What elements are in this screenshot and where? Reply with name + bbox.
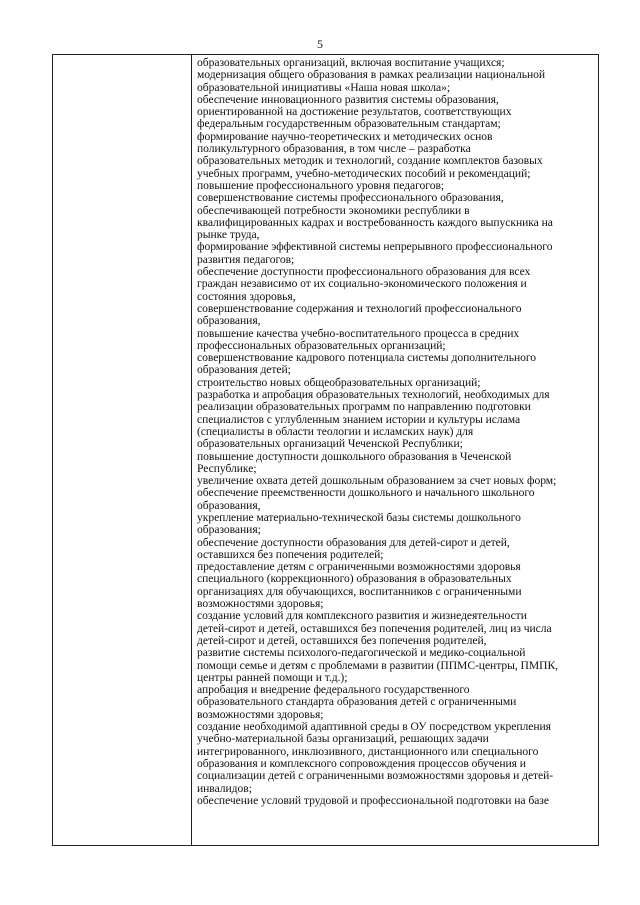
text-line: профессиональных образовательных организаций; — [197, 338, 446, 352]
text-line: специалистов с углубленным знанием истории и культуры ислама — [197, 412, 521, 426]
text-line: (специалисты в области теологии и исламских наук) для — [197, 424, 474, 438]
text-line: разработка и апробация образовательных технологий, необходимых для — [197, 388, 550, 402]
text-line: образовательных организаций, включая воспитание учащихся; — [197, 56, 505, 69]
text-line: ориентированной на достижение результатов, соответствующих — [197, 105, 512, 119]
text-line: организациях для обучающихся, воспитанников с ограниченными — [197, 584, 522, 598]
text-line: образования и комплексного сопровождения процессов обучения и — [197, 756, 526, 770]
text-line: создание необходимой адаптивной среды в ОУ посредством укрепления — [197, 720, 551, 734]
text-line: оставшихся без попечения родителей; — [197, 547, 384, 561]
text-line: строительство новых общеобразовательных организаций; — [197, 375, 481, 389]
text-line: повышение доступности дошкольного образования в Чеченской — [197, 449, 512, 463]
text-line: образования; — [197, 523, 261, 537]
text-line: федеральным государственным образовательным стандартам; — [197, 117, 501, 131]
text-line: Республике; — [197, 461, 257, 475]
text-line: формирование научно-теоретических и методических основ — [197, 129, 493, 143]
text-line: помощи семье и детям с проблемами в развитии (ППМС-центры, ПМПК, — [197, 658, 558, 672]
text-line: увеличение охвата детей дошкольным образованием за счет новых форм; — [197, 474, 557, 488]
text-line: детей-сирот и детей, оставшихся без попечения родителей, лиц из числа — [197, 621, 552, 635]
text-line: развитие системы психолого-педагогической и медико-социальной — [197, 646, 526, 660]
text-line: детей-сирот и детей, оставшихся без попечения родителей, — [197, 633, 487, 647]
text-line: обеспечение доступности профессионального образования для всех — [197, 265, 531, 279]
text-line: формирование эффективной системы непрерывного профессионального — [197, 240, 553, 254]
text-line: рынке труда, — [197, 228, 260, 242]
text-line: создание условий для комплексного развития и жизнедеятельности — [197, 609, 527, 623]
text-line: модернизация общего образования в рамках реализации национальной — [197, 68, 545, 82]
text-line: реализации образовательных программ по направлению подготовки — [197, 400, 531, 414]
text-line: образования детей; — [197, 363, 291, 377]
text-line: образовательного стандарта образования детей с ограниченными — [197, 695, 517, 709]
text-line: возможностями здоровья; — [197, 597, 324, 611]
text-line: учебно-материальной базы организаций, решающих задачи — [197, 732, 489, 746]
text-line: совершенствование системы профессионального образования, — [197, 191, 504, 205]
text-line: повышение качества учебно-воспитательного процесса в средних — [197, 326, 520, 340]
text-line: совершенствование кадрового потенциала системы дополнительного — [197, 351, 537, 365]
text-line: состояния здоровья, — [197, 289, 296, 303]
text-line: совершенствование содержания и технологий профессионального — [197, 301, 522, 315]
text-line: укрепление материально-технической базы системы дошкольного — [197, 510, 521, 524]
text-line: повышение профессионального уровня педагогов; — [197, 178, 445, 192]
text-line: инвалидов; — [197, 781, 252, 795]
text-line: обеспечивающей потребности экономики республики в — [197, 203, 470, 217]
text-line: образовательных организаций Чеченской Республики; — [197, 437, 463, 451]
text-line: апробация и внедрение федерального государственного — [197, 683, 470, 697]
table-right-cell — [192, 55, 598, 845]
text-line: образовательных методик и технологий, создание комплектов базовых — [197, 154, 543, 168]
text-line: интегрированного, инклюзивного, дистанционного или специального — [197, 744, 539, 758]
table-left-cell — [53, 55, 192, 845]
text-line: обеспечение преемственности дошкольного и начального школьного — [197, 486, 535, 500]
text-line: обеспечение инновационного развития системы образования, — [197, 92, 499, 106]
page-number: 5 — [317, 37, 323, 51]
text-line: квалифицированных кадрах и востребованность каждого выпускника на — [197, 215, 553, 229]
text-line: предоставление детям с ограниченными возможностями здоровья — [197, 560, 521, 574]
text-line: возможностями здоровья; — [197, 707, 324, 721]
text-line: образования, — [197, 314, 261, 328]
text-line: обеспечение доступности образования для детей-сирот и детей, — [197, 535, 510, 549]
text-line: граждан независимо от их социально-экономического положения и — [197, 277, 527, 291]
text-line: центры ранней помощи и т.д.); — [197, 670, 348, 684]
text-line: учебных программ, учебно-методических пособий и рекомендаций; — [197, 166, 531, 180]
text-line: социализации детей с ограниченными возможностями здоровья и детей- — [197, 769, 554, 783]
text-line: развития педагогов; — [197, 252, 295, 266]
text-line: специального (коррекционного) образования в образовательных — [197, 572, 512, 586]
text-line: образовательной инициативы «Наша новая школа»; — [197, 80, 451, 94]
text-line: поликультурного образования, в том числе – разработка — [197, 142, 471, 156]
text-line: образования, — [197, 498, 261, 512]
program-table — [52, 54, 599, 846]
text-line: обеспечение условий трудовой и профессиональной подготовки на базе — [197, 793, 549, 807]
